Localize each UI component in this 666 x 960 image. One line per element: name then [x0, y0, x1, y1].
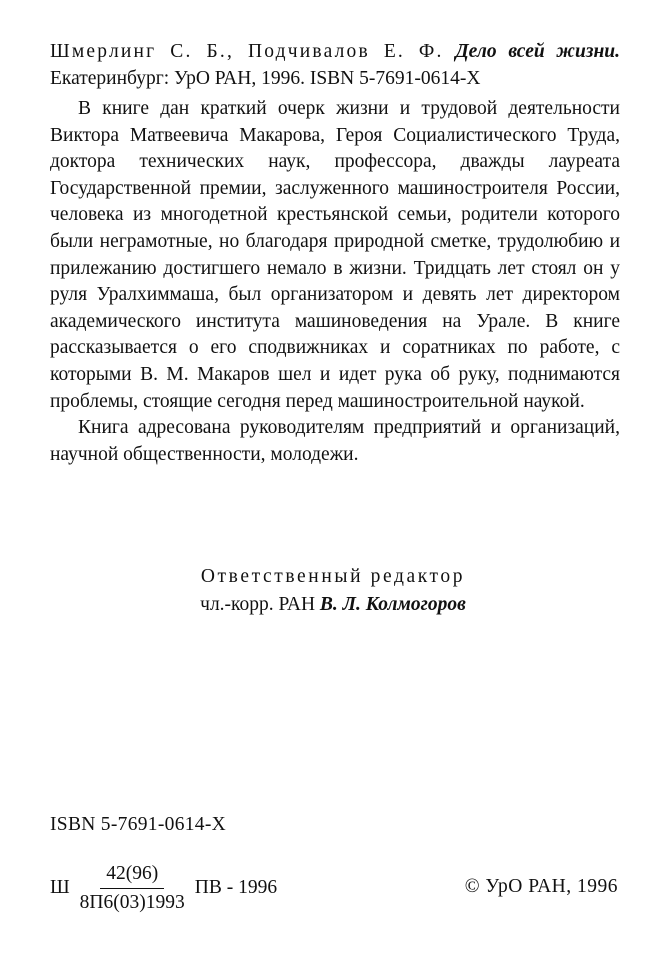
publication-info: Екатеринбург: УрО РАН, 1996. ISBN 5-7691-0614-X — [50, 68, 481, 89]
annotation — [50, 96, 620, 468]
editor-role — [0, 566, 666, 588]
editor-name: В. Л. Колмогоров — [319, 594, 466, 615]
authors: Шмерлинг С. Б., Подчивалов Е. Ф. — [50, 41, 444, 62]
isbn: ISBN 5-7691-0614-X — [50, 814, 227, 835]
classification-suffix: ПВ - 1996 — [194, 877, 278, 898]
classification-numerator: 42(96) — [100, 862, 164, 889]
annotation-paragraph: В книге дан краткий очерк жизни и трудовой деятельности Виктора Матвеевича Макарова, Героя Социалистического Труда, доктора технических наук, профессора, дважды лауреата Государственной премии, заслуженного машиностроителя России, человека из многодетной крестьянской семьи, родители которого были неграмотные, но благодаря природной сметке, трудолюбию и прилежанию достигшего немало в жизни. Тридцать лет стоял он у руля Уралхиммаша, был организатором и девять лет директором академического института машиноведения на Урале. В книге рассказывается о его сподвижниках и соратниках по работе, с которыми В. М. Макаров шел и идет рука об руку, поднимаются проблемы, стоящие сегодня перед машиностроительной наукой. — [50, 98, 620, 412]
classification-fraction — [74, 862, 191, 915]
annotation-paragraph: Книга адресована руководителям предприятий и организаций, научной общественности, молодежи. — [50, 417, 620, 465]
classification-code — [50, 858, 277, 918]
book-title: Дело всей жизни. — [455, 41, 620, 62]
bibliographic-record — [50, 38, 620, 92]
classification-letter: Ш — [50, 877, 70, 898]
copyright: © УрО РАН, 1996 — [464, 876, 618, 897]
editor-role-label: Ответственный редактор — [200, 566, 466, 587]
classification-denominator: 8П6(03)1993 — [79, 891, 185, 913]
editor-line — [0, 594, 666, 616]
editor-rank: чл.-корр. РАН — [200, 594, 316, 615]
